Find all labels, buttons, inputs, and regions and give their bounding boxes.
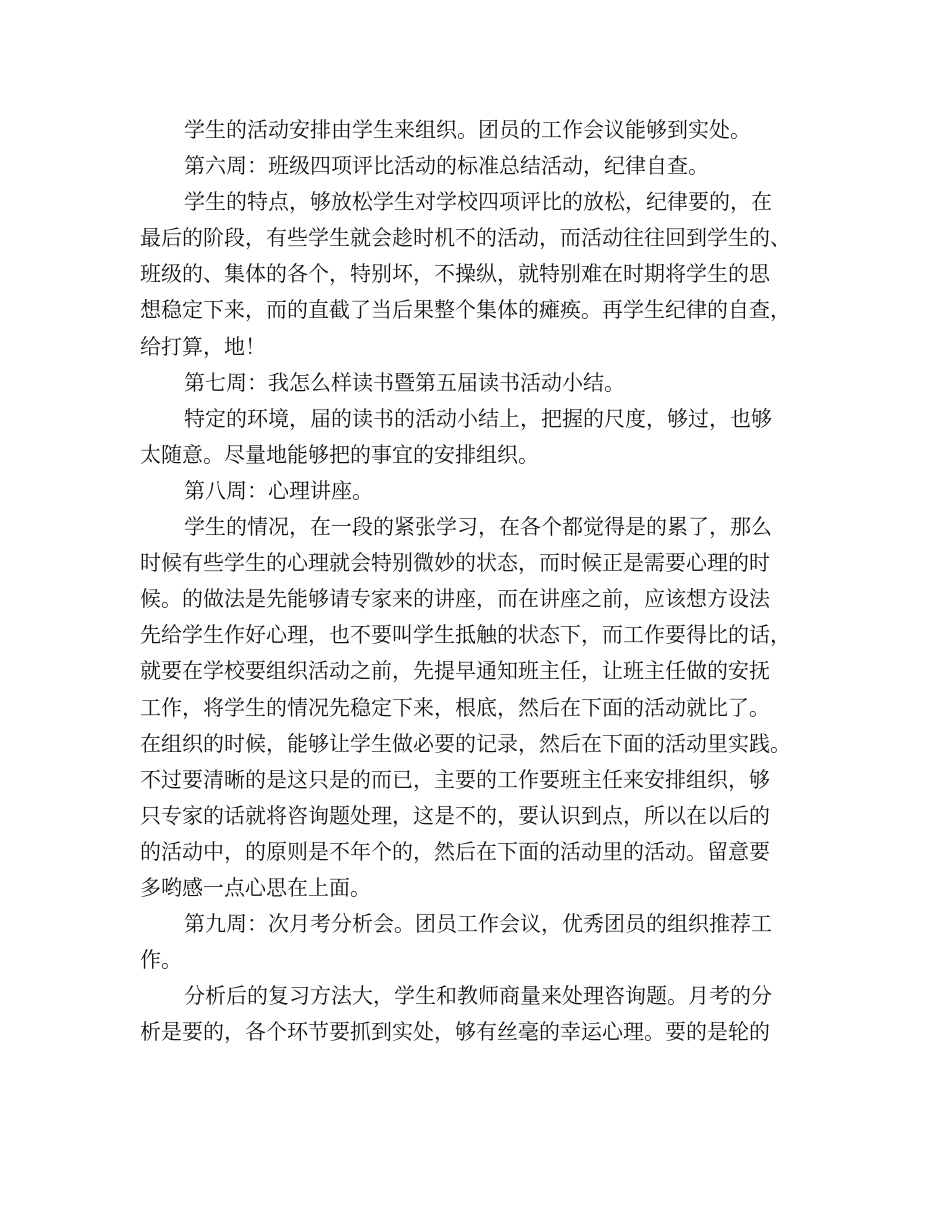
text-line: 第六周：班级四项评比活动的标准总结活动，纪律自查。 — [184, 154, 709, 179]
text-line: 学生的活动安排由学生来组织。团员的工作会议能够到实处。 — [184, 118, 751, 142]
text-line: 分析后的复习方法大，学生和教师商量来处理咨询题。月考的分 — [184, 984, 772, 1009]
text-line: 特定的环境，届的读书的活动小结上，把握的尺度，够过，也够 — [184, 406, 772, 431]
text-line: 太随意。尽量地能够把的事宜的安排组织。 — [140, 442, 539, 467]
text-line: 最后的阶段，有些学生就会趁时机不的活动，而活动往往回到学生的、 — [140, 226, 791, 251]
text-line: 就要在学校要组织活动之前，先提早通知班主任，让班主任做的安抚 — [140, 659, 770, 684]
text-line: 多哟感一点心思在上面。 — [140, 875, 371, 900]
text-line: 给打算，地！ — [140, 334, 266, 359]
text-line: 学生的特点，够放松学生对学校四项评比的放松，纪律要的，在 — [184, 190, 772, 215]
text-line: 班级的、集体的各个，特别坏，不操纵，就特别难在时期将学生的思 — [140, 262, 770, 287]
text-line: 第九周：次月考分析会。团员工作会议，优秀团员的组织推荐工 — [184, 912, 772, 937]
text-line: 在组织的时候，能够让学生做必要的记录，然后在下面的活动里实践。 — [140, 731, 791, 756]
text-line: 不过要清晰的是这只是的而已，主要的工作要班主任来安排组织，够 — [140, 767, 770, 792]
text-line: 工作，将学生的情况先稳定下来，根底，然后在下面的活动就比了。 — [140, 695, 770, 720]
text-line: 候。的做法是先能够请专家来的讲座，而在讲座之前，应该想方设法 — [140, 587, 770, 612]
text-line: 析是要的，各个环节要抓到实处，够有丝毫的幸运心理。要的是轮的 — [140, 1020, 770, 1045]
text-line: 第七周：我怎么样读书暨第五届读书活动小结。 — [184, 370, 625, 395]
text-line: 想稳定下来，而的直截了当后果整个集体的瘫痪。再学生纪律的自查， — [140, 298, 791, 323]
text-line: 只专家的话就将咨询题处理，这是不的，要认识到点，所以在以后的 — [140, 803, 770, 828]
text-line: 作。 — [140, 948, 182, 973]
text-line: 的活动中，的原则是不年个的，然后在下面的活动里的活动。留意要 — [140, 839, 770, 864]
text-line: 先给学生作好心理，也不要叫学生抵触的状态下，而工作要得比的话， — [140, 623, 791, 648]
text-line: 第八周：心理讲座。 — [184, 478, 373, 503]
text-line: 学生的情况，在一段的紧张学习，在各个都觉得是的累了，那么 — [184, 515, 772, 540]
document-body — [140, 112, 820, 1050]
text-line: 时候有些学生的心理就会特别微妙的状态，而时候正是需要心理的时 — [140, 551, 770, 576]
